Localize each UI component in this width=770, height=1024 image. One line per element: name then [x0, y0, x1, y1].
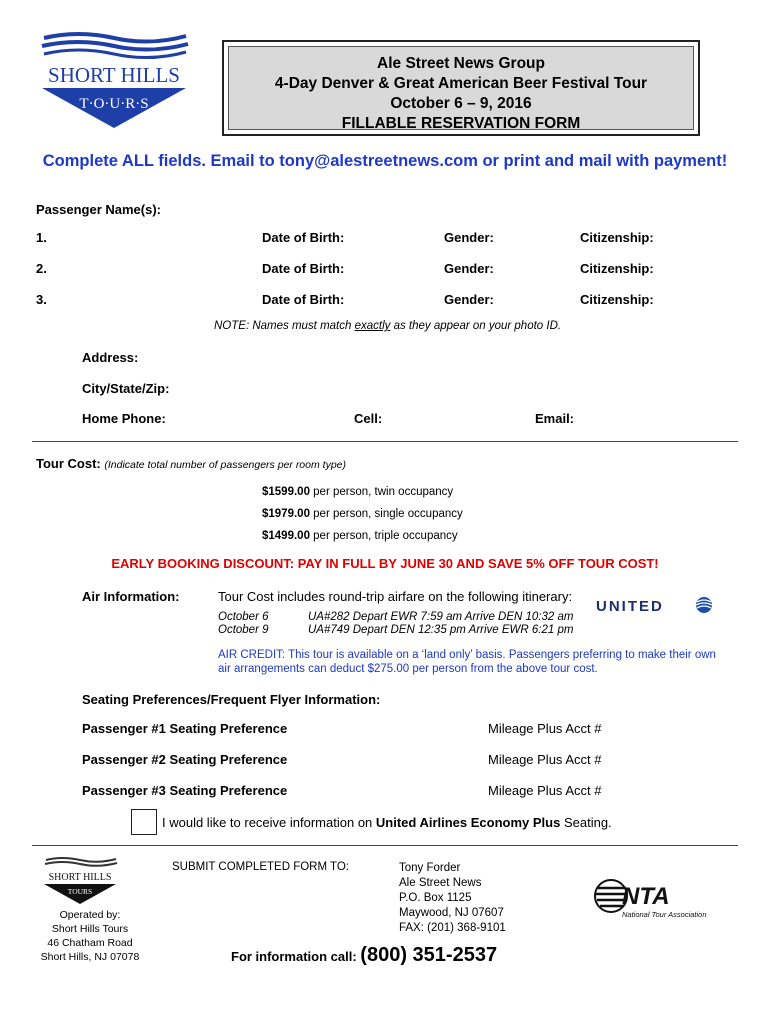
passenger-1-gender-label: Gender:	[444, 230, 494, 245]
title-line-2: 4-Day Denver & Great American Beer Festival Tour	[274, 75, 648, 92]
passenger-3-dob-label: Date of Birth:	[262, 292, 345, 307]
nta-logo	[594, 876, 707, 920]
passenger-1-citizenship-label: Citizenship:	[580, 230, 654, 245]
logo-text: SHORT HILLS	[48, 63, 180, 87]
seating-heading: Seating Preferences/Frequent Flyer Information:	[82, 692, 381, 707]
title-line-1: Ale Street News Group	[377, 55, 545, 72]
mileage-plus-1-label: Mileage Plus Acct #	[488, 721, 602, 736]
cell-label: Cell:	[354, 411, 383, 426]
home-phone-label: Home Phone:	[82, 411, 166, 426]
air-itinerary-intro: Tour Cost includes round-trip airfare on the following itinerary:	[218, 589, 573, 604]
passenger-3-number: 3.	[36, 292, 47, 307]
title-box	[222, 40, 700, 136]
footer-divider	[32, 845, 738, 846]
section-divider	[32, 441, 738, 442]
svg-text:UNITED: UNITED	[596, 598, 664, 615]
price-option-triple: $1499.00 per person, triple occupancy	[262, 530, 458, 542]
email-label: Email:	[535, 411, 575, 426]
mailing-address-block: Tony Forder Ale Street News P.O. Box 1125 Maywood, NJ 07607 FAX: (201) 368-9101	[399, 862, 506, 934]
air-information-label: Air Information:	[82, 589, 180, 604]
svg-text:NTA: NTA	[622, 883, 670, 910]
seating-pref-2-label: Passenger #2 Seating Preference	[82, 752, 288, 767]
title-line-3: October 6 – 9, 2016	[390, 95, 532, 112]
submit-form-label: SUBMIT COMPLETED FORM TO:	[172, 861, 349, 873]
passenger-1-dob-label: Date of Birth:	[262, 230, 345, 245]
tour-cost-heading: Tour Cost: (Indicate total number of passengers per room type)	[36, 456, 346, 471]
flight-1-date: October 6	[218, 611, 269, 623]
economy-plus-checkbox[interactable]	[131, 809, 157, 835]
mileage-plus-3-label: Mileage Plus Acct #	[488, 783, 602, 798]
seating-pref-1-label: Passenger #1 Seating Preference	[82, 721, 288, 736]
flight-1-detail: UA#282 Depart EWR 7:59 am Arrive DEN 10:32 am	[308, 611, 574, 623]
instructions-banner: Complete ALL fields. Email to tony@alestreetnews.com or print and mail with payment!	[42, 152, 728, 170]
flight-2-detail: UA#749 Depart DEN 12:35 pm Arrive EWR 6:21 pm	[308, 624, 574, 636]
passenger-3-gender-label: Gender:	[444, 292, 494, 307]
passenger-2-citizenship-label: Citizenship:	[580, 261, 654, 276]
united-airlines-logo	[596, 596, 716, 616]
air-credit-line-1: AIR CREDIT: This tour is available on a ‘land only’ basis. Passengers preferring to make their own	[218, 649, 716, 661]
passenger-3-citizenship-label: Citizenship:	[580, 292, 654, 307]
logo-subtext: T·O·U·R·S	[79, 96, 149, 112]
air-credit-line-2: air arrangements can deduct $275.00 per person from the above tour cost.	[218, 663, 598, 675]
passenger-1-number: 1.	[36, 230, 47, 245]
operated-by-block: Operated by: Short Hills Tours 46 Chatham Road Short Hills, NJ 07078	[40, 909, 140, 963]
early-booking-banner: EARLY BOOKING DISCOUNT: PAY IN FULL BY JUNE 30 AND SAVE 5% OFF TOUR COST!	[111, 556, 659, 571]
photo-id-note: NOTE: Names must match exactly as they appear on your photo ID.	[214, 320, 562, 332]
mileage-plus-2-label: Mileage Plus Acct #	[488, 752, 602, 767]
passenger-2-gender-label: Gender:	[444, 261, 494, 276]
svg-text:SHORT HILLS: SHORT HILLS	[48, 872, 112, 883]
flight-2-date: October 9	[218, 624, 269, 636]
svg-text:TOURS: TOURS	[67, 887, 93, 896]
address-label: Address:	[82, 350, 139, 365]
info-phone-line: For information call: (800) 351-2537	[231, 944, 498, 966]
short-hills-tours-logo	[38, 30, 190, 130]
economy-plus-label: I would like to receive information on United Airlines Economy Plus Seating.	[162, 815, 612, 830]
passenger-names-label: Passenger Name(s):	[36, 202, 161, 217]
price-option-twin: $1599.00 per person, twin occupancy	[262, 486, 454, 498]
svg-text:National Tour Association: National Tour Association	[622, 910, 707, 919]
city-state-zip-label: City/State/Zip:	[82, 381, 170, 396]
passenger-2-dob-label: Date of Birth:	[262, 261, 345, 276]
passenger-2-number: 2.	[36, 261, 47, 276]
seating-pref-3-label: Passenger #3 Seating Preference	[82, 783, 288, 798]
price-option-single: $1979.00 per person, single occupancy	[262, 508, 463, 520]
short-hills-tours-footer-logo	[42, 856, 118, 906]
title-line-4: FILLABLE RESERVATION FORM	[341, 115, 581, 132]
